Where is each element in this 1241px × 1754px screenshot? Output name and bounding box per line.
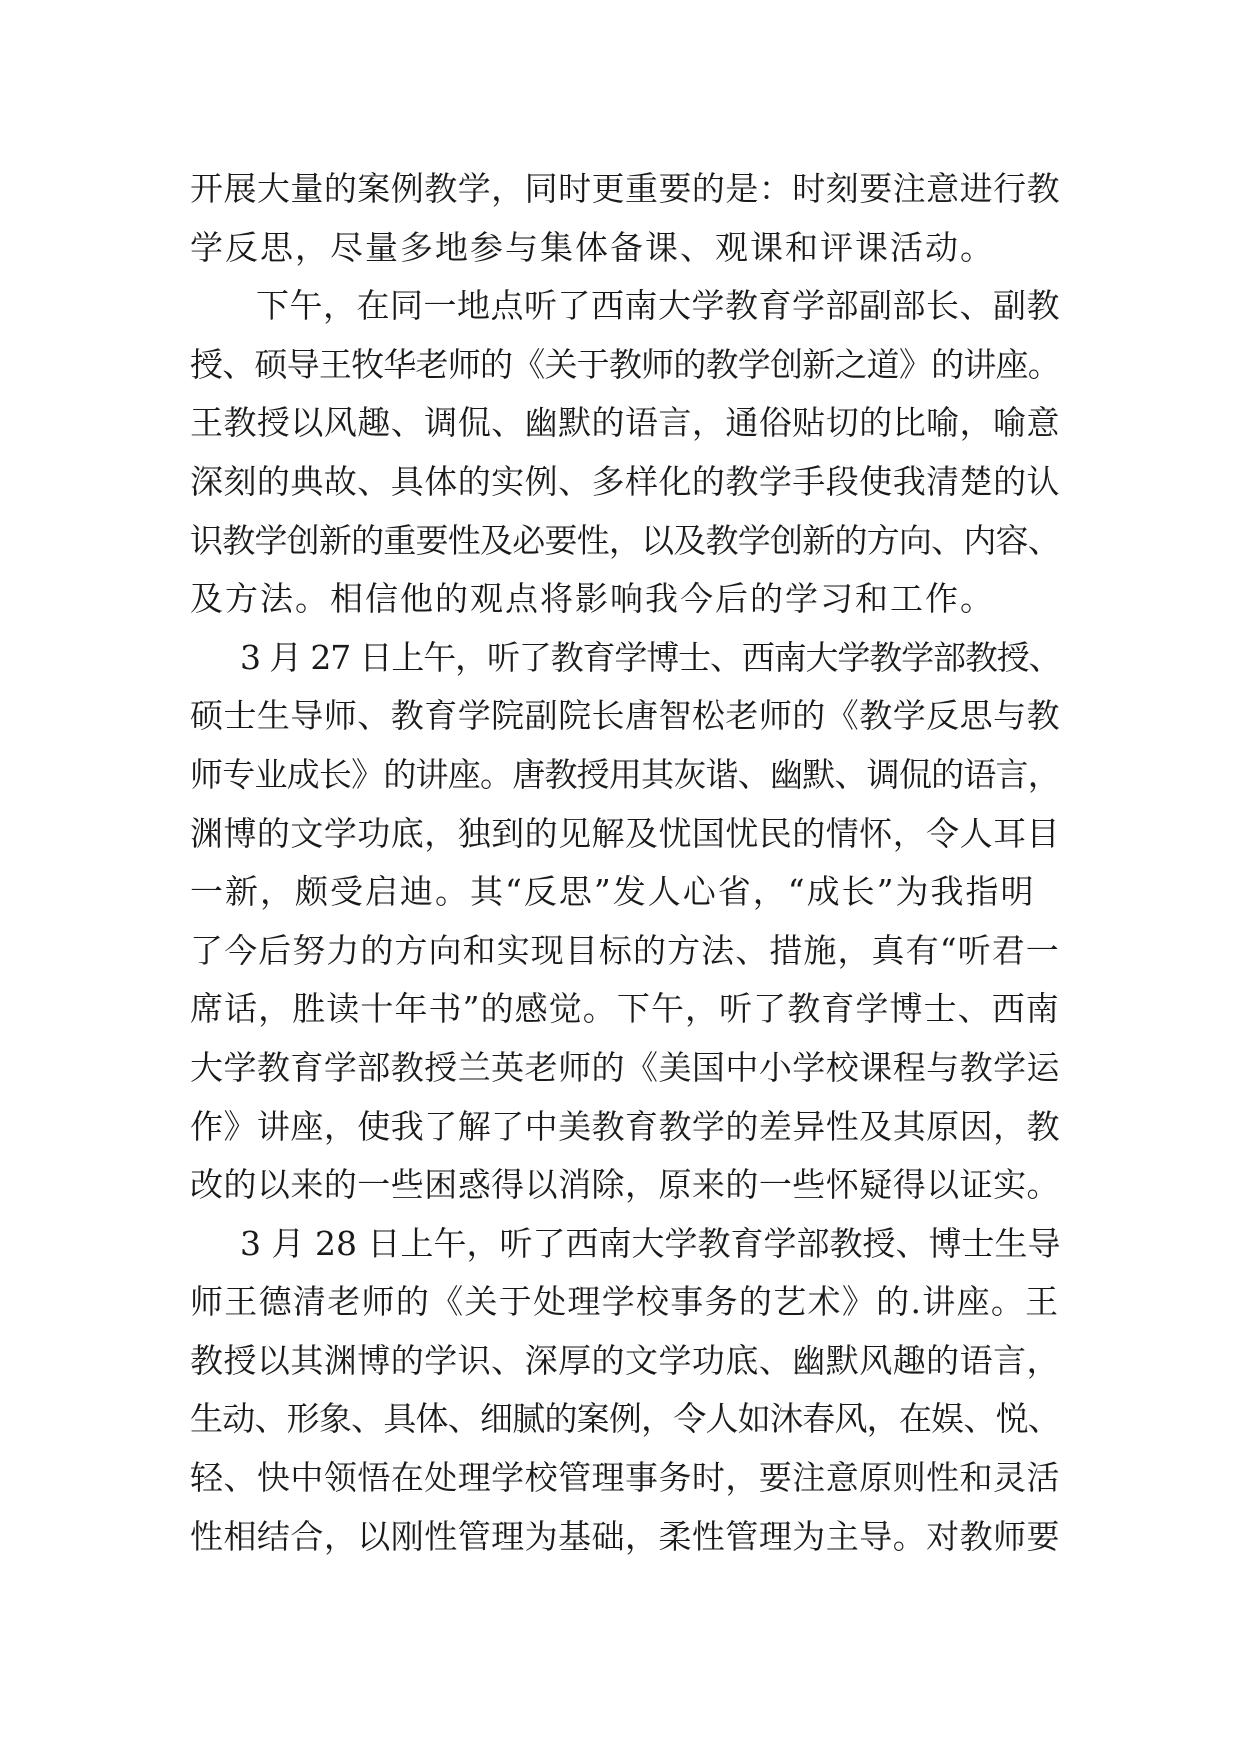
- text-line: 硕士生导师、教育学院副院长唐智松老师的《教学反思与教: [190, 696, 1060, 736]
- text-line: 师王德清老师的《关于处理学校事务的艺术》的.讲座。王: [190, 1282, 1060, 1322]
- text-line: 轻、快中领悟在处理学校管理事务时，要注意原则性和灵活: [190, 1458, 1060, 1498]
- text-line: 渊博的文学功底，独到的见解及忧国忧民的情怀，令人耳目: [190, 813, 1060, 853]
- text-line: 深刻的典故、具体的实例、多样化的教学手段使我清楚的认: [190, 461, 1060, 501]
- text-line: 识教学创新的重要性及必要性，以及教学创新的方向、内容、: [190, 520, 1061, 560]
- text-line: 大学教育学部教授兰英老师的《美国中小学校课程与教学运: [190, 1047, 1060, 1087]
- text-line: 改的以来的一些困惑得以消除，原来的一些怀疑得以证实。: [190, 1165, 1060, 1205]
- text-line: 性相结合，以刚性管理为基础，柔性管理为主导。对教师要: [190, 1516, 1060, 1556]
- text-line: 教授以其渊博的学识、深厚的文学功底、幽默风趣的语言，: [190, 1340, 1060, 1380]
- paragraph-start-line: 3 月 27 日上午，听了教育学博士、西南大学教学部教授、: [240, 637, 1061, 677]
- text-line: 及方法。相信他的观点将影响我今后的学习和工作。: [190, 579, 995, 619]
- text-line: 学反思，尽量多地参与集体备课、观课和评课活动。: [190, 227, 995, 267]
- text-line: 师专业成长》的讲座。唐教授用其灰谐、幽默、调侃的语言，: [190, 754, 1061, 794]
- text-line: 作》讲座，使我了解了中美教育教学的差异性及其原因，教: [190, 1106, 1060, 1146]
- text-line: 一新，颇受启迪。其“反思”发人心省，“成长”为我指明: [190, 872, 1036, 912]
- text-line: 王教授以风趣、调侃、幽默的语言，通俗贴切的比喻，喻意: [190, 403, 1060, 443]
- paragraph-start-line: 3 月 28 日上午，听了西南大学教育学部教授、博士生导: [240, 1223, 1061, 1263]
- paragraph-start-line: 下午，在同一地点听了西南大学教育学部副部长、副教: [256, 286, 1060, 326]
- text-line: 席话，胜读十年书”的感觉。下午，听了教育学博士、西南: [190, 989, 1060, 1029]
- text-line: 了今后努力的方向和实现目标的方法、措施，真有“听君一: [190, 930, 1060, 970]
- text-line: 开展大量的案例教学，同时更重要的是：时刻要注意进行教: [190, 169, 1060, 208]
- text-line: 授、硕导王牧华老师的《关于教师的教学创新之道》的讲座。: [190, 344, 1061, 384]
- body-text: [190, 160, 1060, 1566]
- text-line: 生动、形象、具体、细腻的案例，令人如沐春风，在娱、悦、: [190, 1399, 1061, 1439]
